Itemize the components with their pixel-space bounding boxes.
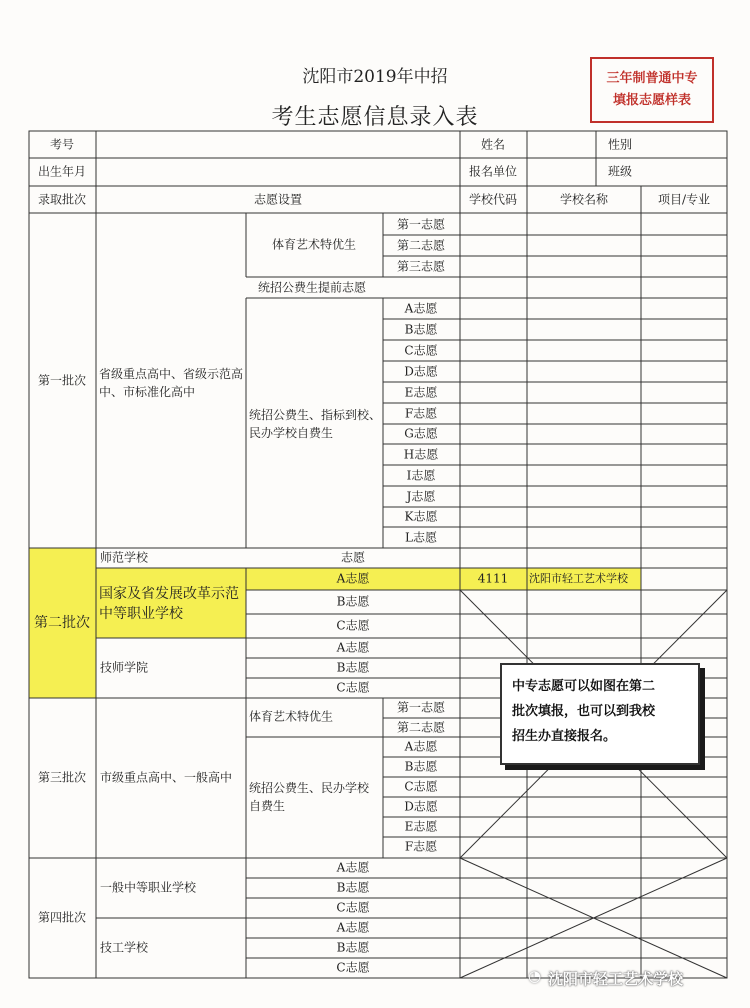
batch1-early: 统招公费生提前志愿 [257, 280, 367, 295]
batch4-label: 第四批次 [37, 910, 87, 925]
batch3-wish-d: D志愿 [404, 799, 438, 814]
batch1-school-type: 省级重点高中、省级示范高中、市标准化高中 [99, 367, 244, 399]
batch3-wish-e: E志愿 [404, 819, 438, 834]
batch3-general: 统招公费生、民办学校自费生 [249, 781, 370, 813]
stamp-line-2: 填报志愿样表 [612, 93, 691, 108]
stamp-line-1: 三年制普通中专 [606, 71, 698, 86]
callout-line-2: 批次填报，也可以到我校 [512, 704, 656, 719]
batch3-school-type: 市级重点高中、一般高中 [100, 770, 233, 785]
batch4-tech-wish-b: B志愿 [336, 940, 370, 955]
batch1-wish-3: 第三志愿 [396, 259, 446, 274]
tech-wish-b: B志愿 [336, 660, 370, 675]
batch4-voc-wish-a: A志愿 [336, 860, 370, 875]
batch4-voc-wish-b: B志愿 [336, 880, 370, 895]
batch1-sports-art: 体育艺术特优生 [271, 237, 357, 252]
watermark: 沈阳市轻工艺术学校 [548, 970, 684, 988]
filled-school-name: 沈阳市轻工艺术学校 [529, 572, 628, 585]
batch1-wish-i: I志愿 [406, 468, 436, 483]
batch1-wish-d: D志愿 [404, 364, 438, 379]
batch1-general: 统招公费生、指标到校、民办学校自费生 [249, 408, 382, 440]
batch1-label: 第一批次 [37, 373, 87, 388]
col-setting: 志愿设置 [253, 192, 303, 207]
batch3-wish-f: F志愿 [404, 839, 438, 854]
batch2-wish-c: C志愿 [336, 618, 370, 633]
label-birth: 出生年月 [37, 164, 87, 179]
batch1-wish-1: 第一志愿 [396, 217, 446, 232]
filled-school-code: 4111 [477, 571, 509, 586]
batch1-wish-a: A志愿 [404, 301, 438, 316]
batch3-wish-2: 第二志愿 [396, 720, 446, 735]
batch4-vocational: 一般中等职业学校 [100, 880, 197, 895]
label-name: 姓名 [480, 137, 506, 152]
batch2-normal-school: 师范学校 [100, 550, 149, 565]
batch4-voc-wish-c: C志愿 [336, 900, 370, 915]
form-subtitle: 沈阳市2019年中招 [302, 67, 448, 87]
callout-line-3: 招生办直接报名。 [512, 729, 617, 744]
batch3-sports-art: 体育艺术特优生 [248, 709, 334, 724]
batch1-wish-l: L志愿 [405, 530, 437, 545]
tech-wish-c: C志愿 [336, 680, 370, 695]
col-major: 项目/专业 [657, 192, 711, 207]
batch2-wish-a: A志愿 [336, 571, 370, 586]
batch3-wish-a: A志愿 [404, 739, 438, 754]
label-gender: 性别 [607, 137, 633, 152]
callout-line-1: 中专志愿可以如图在第二 [512, 679, 656, 694]
batch1-wish-b: B志愿 [404, 322, 438, 337]
batch2-wish-b: B志愿 [336, 594, 370, 609]
batch1-wish-2: 第二志愿 [396, 238, 446, 253]
batch4-technical: 技工学校 [100, 940, 149, 955]
label-unit: 报名单位 [468, 164, 518, 179]
batch1-wish-c: C志愿 [404, 343, 438, 358]
batch2-label: 第二批次 [34, 615, 90, 631]
tech-wish-a: A志愿 [336, 640, 370, 655]
label-exam-no: 考号 [49, 137, 75, 152]
batch1-wish-k: K志愿 [404, 509, 438, 524]
batch3-wish-b: B志愿 [404, 759, 438, 774]
batch3-wish-c: C志愿 [404, 779, 438, 794]
batch1-wish-f: F志愿 [404, 406, 438, 421]
label-class: 班级 [607, 164, 633, 179]
col-school-code: 学校代码 [468, 192, 518, 207]
batch3-wish-1: 第一志愿 [396, 700, 446, 715]
batch1-wish-e: E志愿 [404, 385, 438, 400]
wechat-icon: ◔ [528, 967, 542, 985]
form-title: 考生志愿信息录入表 [271, 105, 479, 130]
batch3-label: 第三批次 [37, 770, 87, 785]
batch2-technician: 技师学院 [100, 660, 149, 675]
batch1-wish-j: J志愿 [406, 489, 436, 504]
batch4-tech-wish-a: A志愿 [336, 920, 370, 935]
batch1-wish-h: H志愿 [403, 447, 439, 462]
col-school-name: 学校名称 [559, 192, 609, 207]
batch2-normal-wish: 志愿 [340, 550, 366, 565]
callout-note [500, 663, 700, 765]
batch1-wish-g: G志愿 [404, 426, 438, 441]
batch2-vocational: 国家及省发展改革示范中等职业学校 [99, 586, 239, 622]
col-batch: 录取批次 [37, 192, 87, 207]
batch4-tech-wish-c: C志愿 [336, 960, 370, 975]
